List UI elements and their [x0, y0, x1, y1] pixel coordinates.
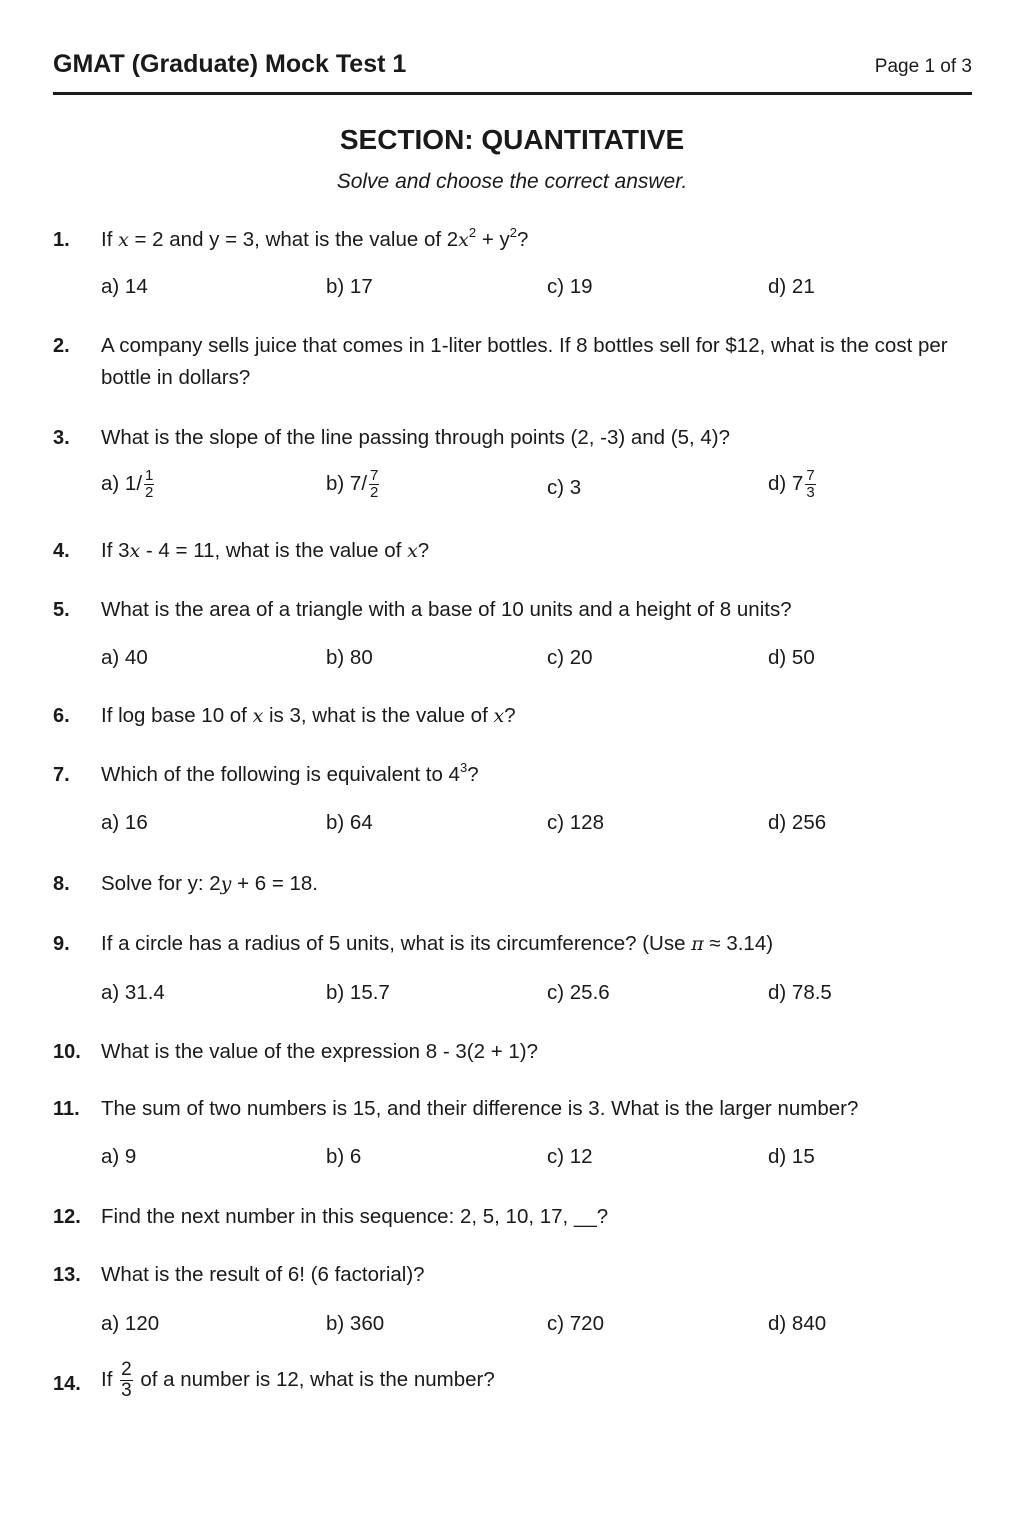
question-number: 12. [53, 1206, 81, 1228]
document-title: GMAT (Graduate) Mock Test 1 [53, 50, 407, 78]
answer-option[interactable]: a) 31.4 [101, 981, 165, 1004]
question-text: A company sells juice that comes in 1-liter bottles. If 8 bottles sell for $12, what is the cost per bottle in dollars? [101, 334, 948, 389]
text-run: = 2 and y = 3, what is the value of 2 [128, 228, 459, 251]
exponent: 3 [459, 760, 468, 775]
math-variable: x [129, 540, 141, 562]
option-label: b) 7/ [326, 471, 368, 495]
question-number: 13. [53, 1264, 81, 1286]
text-run: If a circle has a radius of 5 units, what is its circumference? (Use [101, 932, 692, 955]
question-number: 7. [53, 764, 70, 786]
text-run: - 4 = 11, what is the value of [140, 539, 408, 562]
text-run: is 3, what is the value of [263, 704, 494, 727]
question-number: 2. [53, 335, 70, 357]
answer-option[interactable]: c) 128 [547, 811, 604, 834]
answer-option[interactable]: b) 64 [326, 811, 373, 834]
fraction-denominator: 2 [145, 484, 154, 501]
answer-options [101, 811, 981, 851]
answer-option[interactable]: d) 21 [768, 275, 815, 298]
question-number: 3. [53, 427, 70, 449]
fraction-numerator: 1 [145, 467, 154, 484]
question-text: What is the area of a triangle with a base of 10 units and a height of 8 units? [101, 598, 792, 621]
answer-option[interactable] [101, 468, 156, 501]
text-run: ? [516, 228, 529, 251]
answer-option[interactable] [768, 468, 818, 501]
math-variable: y [220, 873, 232, 895]
answer-option[interactable]: d) 78.5 [768, 981, 832, 1004]
text-run: ? [596, 1205, 609, 1228]
answer-option[interactable]: a) 16 [101, 811, 148, 834]
question-text: What is the result of 6! (6 factorial)? [101, 1263, 425, 1286]
fraction-numerator: 7 [806, 467, 815, 484]
question-number: 1. [53, 229, 70, 251]
question-text [101, 535, 961, 567]
answer-blank: __ [573, 1205, 597, 1228]
answer-option[interactable]: c) 19 [547, 275, 593, 298]
math-variable: x [407, 540, 418, 562]
question-text: The sum of two numbers is 15, and their difference is 3. What is the larger number? [101, 1097, 859, 1120]
fraction [120, 1360, 133, 1401]
section-instructions: Solve and choose the correct answer. [336, 170, 688, 193]
page-number: Page 1 of 3 [874, 56, 972, 77]
question-text: What is the slope of the line passing through points (2, -3) and (5, 4)? [101, 426, 731, 449]
answer-options [101, 468, 981, 508]
answer-option[interactable]: d) 256 [768, 811, 827, 834]
fraction-denominator: 3 [121, 1380, 132, 1401]
answer-options [101, 1145, 981, 1185]
question-text [101, 700, 961, 732]
question-text: What is the value of the expression 8 - 3(2 + 1)? [101, 1040, 538, 1063]
text-run: + y [476, 228, 510, 251]
text-run: Find the next number in this sequence: 2, 5, 10, 17, [101, 1205, 574, 1228]
text-run: ? [504, 704, 516, 727]
question-text [101, 928, 961, 960]
text-run: If [101, 1367, 119, 1391]
fraction-denominator: 2 [370, 484, 379, 501]
question-number: 4. [53, 540, 70, 562]
exponent: 2 [509, 225, 517, 240]
text-run: + 6 = 18. [231, 872, 318, 895]
option-label: a) 1/ [101, 471, 143, 495]
answer-option[interactable]: c) 720 [547, 1312, 604, 1335]
answer-option[interactable]: b) 17 [326, 275, 373, 298]
answer-option[interactable]: a) 120 [101, 1312, 160, 1335]
question-number: 8. [53, 873, 70, 895]
fraction-numerator: 2 [121, 1359, 132, 1380]
question-text [101, 759, 961, 791]
answer-options [101, 1312, 981, 1352]
answer-option[interactable]: b) 360 [326, 1312, 385, 1335]
answer-options [101, 646, 981, 686]
math-variable: π [691, 933, 704, 955]
fraction [144, 468, 154, 501]
page-header [53, 48, 972, 95]
answer-option[interactable]: c) 20 [547, 646, 593, 669]
text-run: of a number is 12, what is the number? [134, 1367, 495, 1391]
answer-option[interactable]: b) 15.7 [326, 981, 390, 1004]
answer-options [101, 275, 981, 315]
text-run: If [101, 228, 119, 251]
answer-options [101, 981, 981, 1021]
fraction [805, 468, 815, 501]
text-run: If 3 [101, 539, 130, 562]
answer-option[interactable]: a) 9 [101, 1145, 137, 1168]
answer-option[interactable]: c) 25.6 [547, 981, 610, 1004]
text-run: ? [467, 763, 479, 786]
answer-option[interactable]: a) 40 [101, 646, 148, 669]
question-number: 10. [53, 1041, 81, 1063]
answer-option[interactable]: d) 50 [768, 646, 815, 669]
answer-option[interactable]: d) 15 [768, 1145, 815, 1168]
question-text [101, 224, 961, 256]
exponent: 2 [468, 225, 477, 240]
question-number: 5. [53, 599, 70, 621]
answer-option[interactable]: c) 12 [547, 1145, 593, 1168]
question-number: 11. [53, 1098, 80, 1120]
fraction-numerator: 7 [370, 467, 379, 484]
answer-option[interactable]: a) 14 [101, 275, 148, 298]
option-label: c) 3 [547, 476, 582, 499]
answer-option[interactable]: b) 80 [326, 646, 373, 669]
option-label: d) 7 [768, 471, 804, 495]
fraction-denominator: 3 [806, 484, 815, 501]
question-number: 6. [53, 705, 70, 727]
text-run: ? [417, 539, 430, 562]
question-text [101, 1201, 961, 1233]
answer-option[interactable]: d) 840 [768, 1312, 827, 1335]
answer-option[interactable] [326, 468, 381, 501]
text-run: Which of the following is equivalent to 4 [101, 763, 460, 786]
math-variable: x [118, 229, 129, 251]
question-text [101, 868, 961, 900]
math-variable: x [252, 705, 264, 727]
math-variable: x [458, 229, 469, 251]
question-text [101, 1360, 961, 1401]
text-run: If log base 10 of [101, 704, 253, 727]
text-run: Solve for y: 2 [101, 872, 221, 895]
section-title: SECTION: QUANTITATIVE [339, 124, 685, 155]
question-number: 14. [53, 1373, 81, 1395]
answer-option[interactable]: b) 6 [326, 1145, 362, 1168]
fraction [369, 468, 379, 501]
text-run: ≈ 3.14) [703, 932, 774, 955]
question-number: 9. [53, 933, 70, 955]
answer-option[interactable] [547, 476, 581, 500]
math-variable: x [493, 705, 505, 727]
